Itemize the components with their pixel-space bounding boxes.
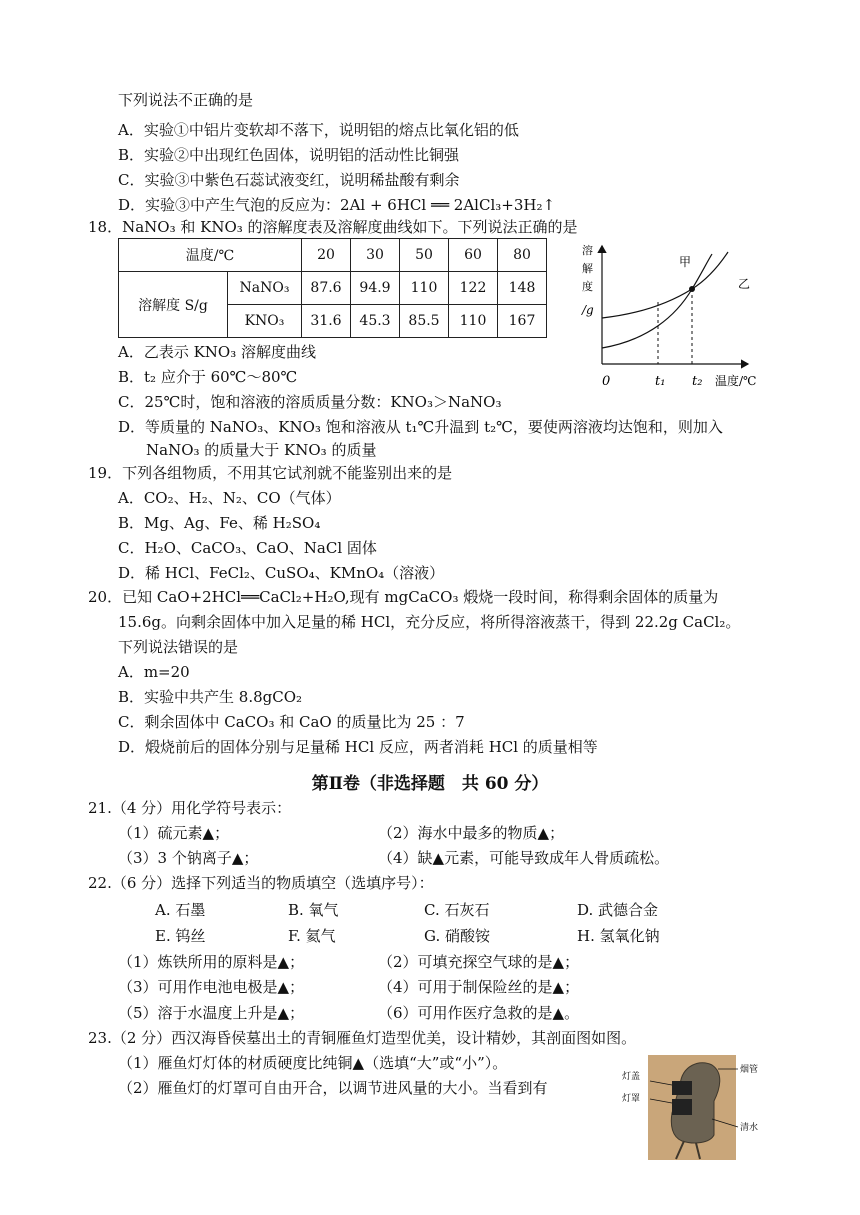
- row-name: KNO₃: [228, 305, 302, 338]
- table-cell: 167: [498, 305, 547, 338]
- temp-cell: 50: [400, 239, 449, 272]
- table-cell: 148: [498, 272, 547, 305]
- q20-stem-line2: 15.6g。向剩余固体中加入足量的稀 HCl，充分反应，将所得溶液蒸干，得到 22.2g CaCl₂。: [118, 613, 741, 631]
- q22-item-2: （2）可填充探空气球的是▲；: [378, 953, 580, 971]
- q20-option-c: C．剩余固体中 CaCO₃ 和 CaO 的质量比为 25 ：7: [118, 713, 465, 731]
- t2-label: t₂: [692, 374, 703, 389]
- row-name: NaNO₃: [228, 272, 302, 305]
- q18-option-d-line2: NaNO₃ 的质量大于 KNO₃ 的质量: [146, 441, 377, 459]
- curve-jia: [602, 252, 728, 318]
- q19-option-b: B．Mg、Ag、Fe、稀 H₂SO₄: [118, 514, 321, 532]
- label-cover: 灯盖: [622, 1072, 641, 1082]
- y-label-1: 溶: [582, 244, 593, 257]
- y-label-3: 度: [582, 280, 593, 293]
- q22-stem: 22.（6 分）选择下列适当的物质填空（选填序号）：: [88, 874, 434, 892]
- temp-cell: 30: [351, 239, 400, 272]
- label-yi: 乙: [738, 277, 751, 291]
- table-cell: 85.5: [400, 305, 449, 338]
- y-label-2: 解: [582, 262, 593, 275]
- solubility-table: [118, 238, 547, 338]
- label-shade: 灯罩: [622, 1094, 641, 1104]
- section-title: 第Ⅱ卷（非选择题 共 60 分）: [311, 774, 549, 794]
- q22-item-3: （3）可用作电池电极是▲；: [118, 978, 305, 996]
- x-axis-label: 温度/℃: [715, 374, 757, 388]
- label-chimney: 烟管: [740, 1065, 759, 1075]
- q22-option: F. 氦气: [288, 927, 336, 945]
- q22-option: C. 石灰石: [424, 901, 490, 919]
- temp-cell: 20: [302, 239, 351, 272]
- q18-option-c: C．25℃时，饱和溶液的溶质质量分数：KNO₃＞NaNO₃: [118, 393, 502, 411]
- solubility-header: 溶解度 S/g: [119, 272, 228, 338]
- q21-stem: 21.（4 分）用化学符号表示：: [88, 799, 292, 817]
- label-water: 清水: [740, 1123, 759, 1133]
- q21-item-3: （3）3 个钠离子▲；: [118, 849, 259, 867]
- q17-option-d: D．实验③中产生气泡的反应为：2Al + 6HCl ══ 2AlCl₃+3H₂↑: [118, 196, 556, 214]
- table-cell: 87.6: [302, 272, 351, 305]
- lamp-cover: [672, 1081, 692, 1095]
- q23-item-1: （1）雁鱼灯灯体的材质硬度比纯铜▲（选填“大”或“小”）。: [118, 1054, 508, 1072]
- curve-yi: [602, 254, 712, 348]
- q17-option-c: C．实验③中紫色石蕊试液变红，说明稀盐酸有剩余: [118, 171, 460, 189]
- q19-option-a: A．CO₂、H₂、N₂、CO（气体）: [118, 489, 341, 507]
- q18-option-d-line1: D．等质量的 NaNO₃、KNO₃ 饱和溶液从 t₁℃升温到 t₂℃，要使两溶液均达饱和，则加入: [118, 418, 723, 436]
- question-17-intro: 下列说法不正确的是: [118, 91, 254, 109]
- q17-option-b: B．实验②中出现红色固体，说明铝的活动性比铜强: [118, 146, 460, 164]
- q23-stem: 23.（2 分）西汉海昏侯墓出土的青铜雁鱼灯造型优美，设计精妙，其剖面图如图。: [88, 1029, 637, 1047]
- table-cell: 110: [400, 272, 449, 305]
- q22-option: D. 武德合金: [577, 901, 659, 919]
- q20-option-a: A．m=20: [118, 663, 190, 681]
- q18-option-b: B．t₂ 应介于 60℃～80℃: [118, 368, 298, 386]
- q23-item-2: （2）雁鱼灯的灯罩可自由开合，以调节进风量的大小。当看到有: [118, 1079, 548, 1097]
- q21-item-4: （4）缺▲元素，可能导致成年人骨质疏松。: [378, 849, 670, 867]
- table-cell: 45.3: [351, 305, 400, 338]
- q19-option-d: D．稀 HCl、FeCl₂、CuSO₄、KMnO₄（溶液）: [118, 564, 445, 582]
- q22-option: E. 钨丝: [155, 927, 206, 945]
- q17-option-a: A．实验①中铝片变软却不落下，说明铝的熔点比氧化铝的低: [118, 121, 519, 139]
- table-cell: 94.9: [351, 272, 400, 305]
- q19-stem: 19．下列各组物质，不用其它试剂就不能鉴别出来的是: [88, 464, 453, 482]
- q22-item-5: （5）溶于水温度上升是▲；: [118, 1004, 305, 1022]
- q21-item-1: （1）硫元素▲；: [118, 824, 230, 842]
- q22-option: A. 石墨: [155, 901, 206, 919]
- temp-cell: 80: [498, 239, 547, 272]
- label-jia: 甲: [679, 255, 692, 269]
- t1-label: t₁: [655, 374, 666, 389]
- temp-header: 温度/℃: [119, 239, 302, 272]
- q20-option-d: D．煅烧前后的固体分别与足量稀 HCl 反应，两者消耗 HCl 的质量相等: [118, 738, 598, 756]
- table-cell: 31.6: [302, 305, 351, 338]
- q19-option-c: C．H₂O、CaCO₃、CaO、NaCl 固体: [118, 539, 377, 557]
- q22-item-6: （6）可用作医疗急救的是▲。: [378, 1004, 580, 1022]
- q21-item-2: （2）海水中最多的物质▲；: [378, 824, 565, 842]
- temp-cell: 60: [449, 239, 498, 272]
- q18-stem: 18．NaNO₃ 和 KNO₃ 的溶解度表及溶解度曲线如下。下列说法正确的是: [88, 218, 578, 236]
- solubility-graph: [578, 240, 778, 392]
- origin-label: 0: [602, 374, 611, 389]
- q20-stem-line3: 下列说法错误的是: [118, 638, 239, 656]
- y-label-4: /g: [582, 303, 594, 317]
- q22-option: B. 氧气: [288, 901, 339, 919]
- goose-fish-lamp-image: [620, 1055, 770, 1160]
- q20-option-b: B．实验中共产生 8.8gCO₂: [118, 688, 303, 706]
- q22-option: G. 硝酸铵: [424, 927, 490, 945]
- table-cell: 110: [449, 305, 498, 338]
- lamp-shade: [672, 1099, 692, 1115]
- table-cell: 122: [449, 272, 498, 305]
- q18-option-a: A．乙表示 KNO₃ 溶解度曲线: [118, 343, 317, 361]
- q22-item-4: （4）可用于制保险丝的是▲；: [378, 978, 580, 996]
- q22-option: H. 氢氧化钠: [577, 927, 660, 945]
- q22-item-1: （1）炼铁所用的原料是▲；: [118, 953, 305, 971]
- q20-stem-line1: 20．已知 CaO+2HCl══CaCl₂+H₂O,现有 mgCaCO₃ 煅烧一段时间，称得剩余固体的质量为: [88, 588, 719, 606]
